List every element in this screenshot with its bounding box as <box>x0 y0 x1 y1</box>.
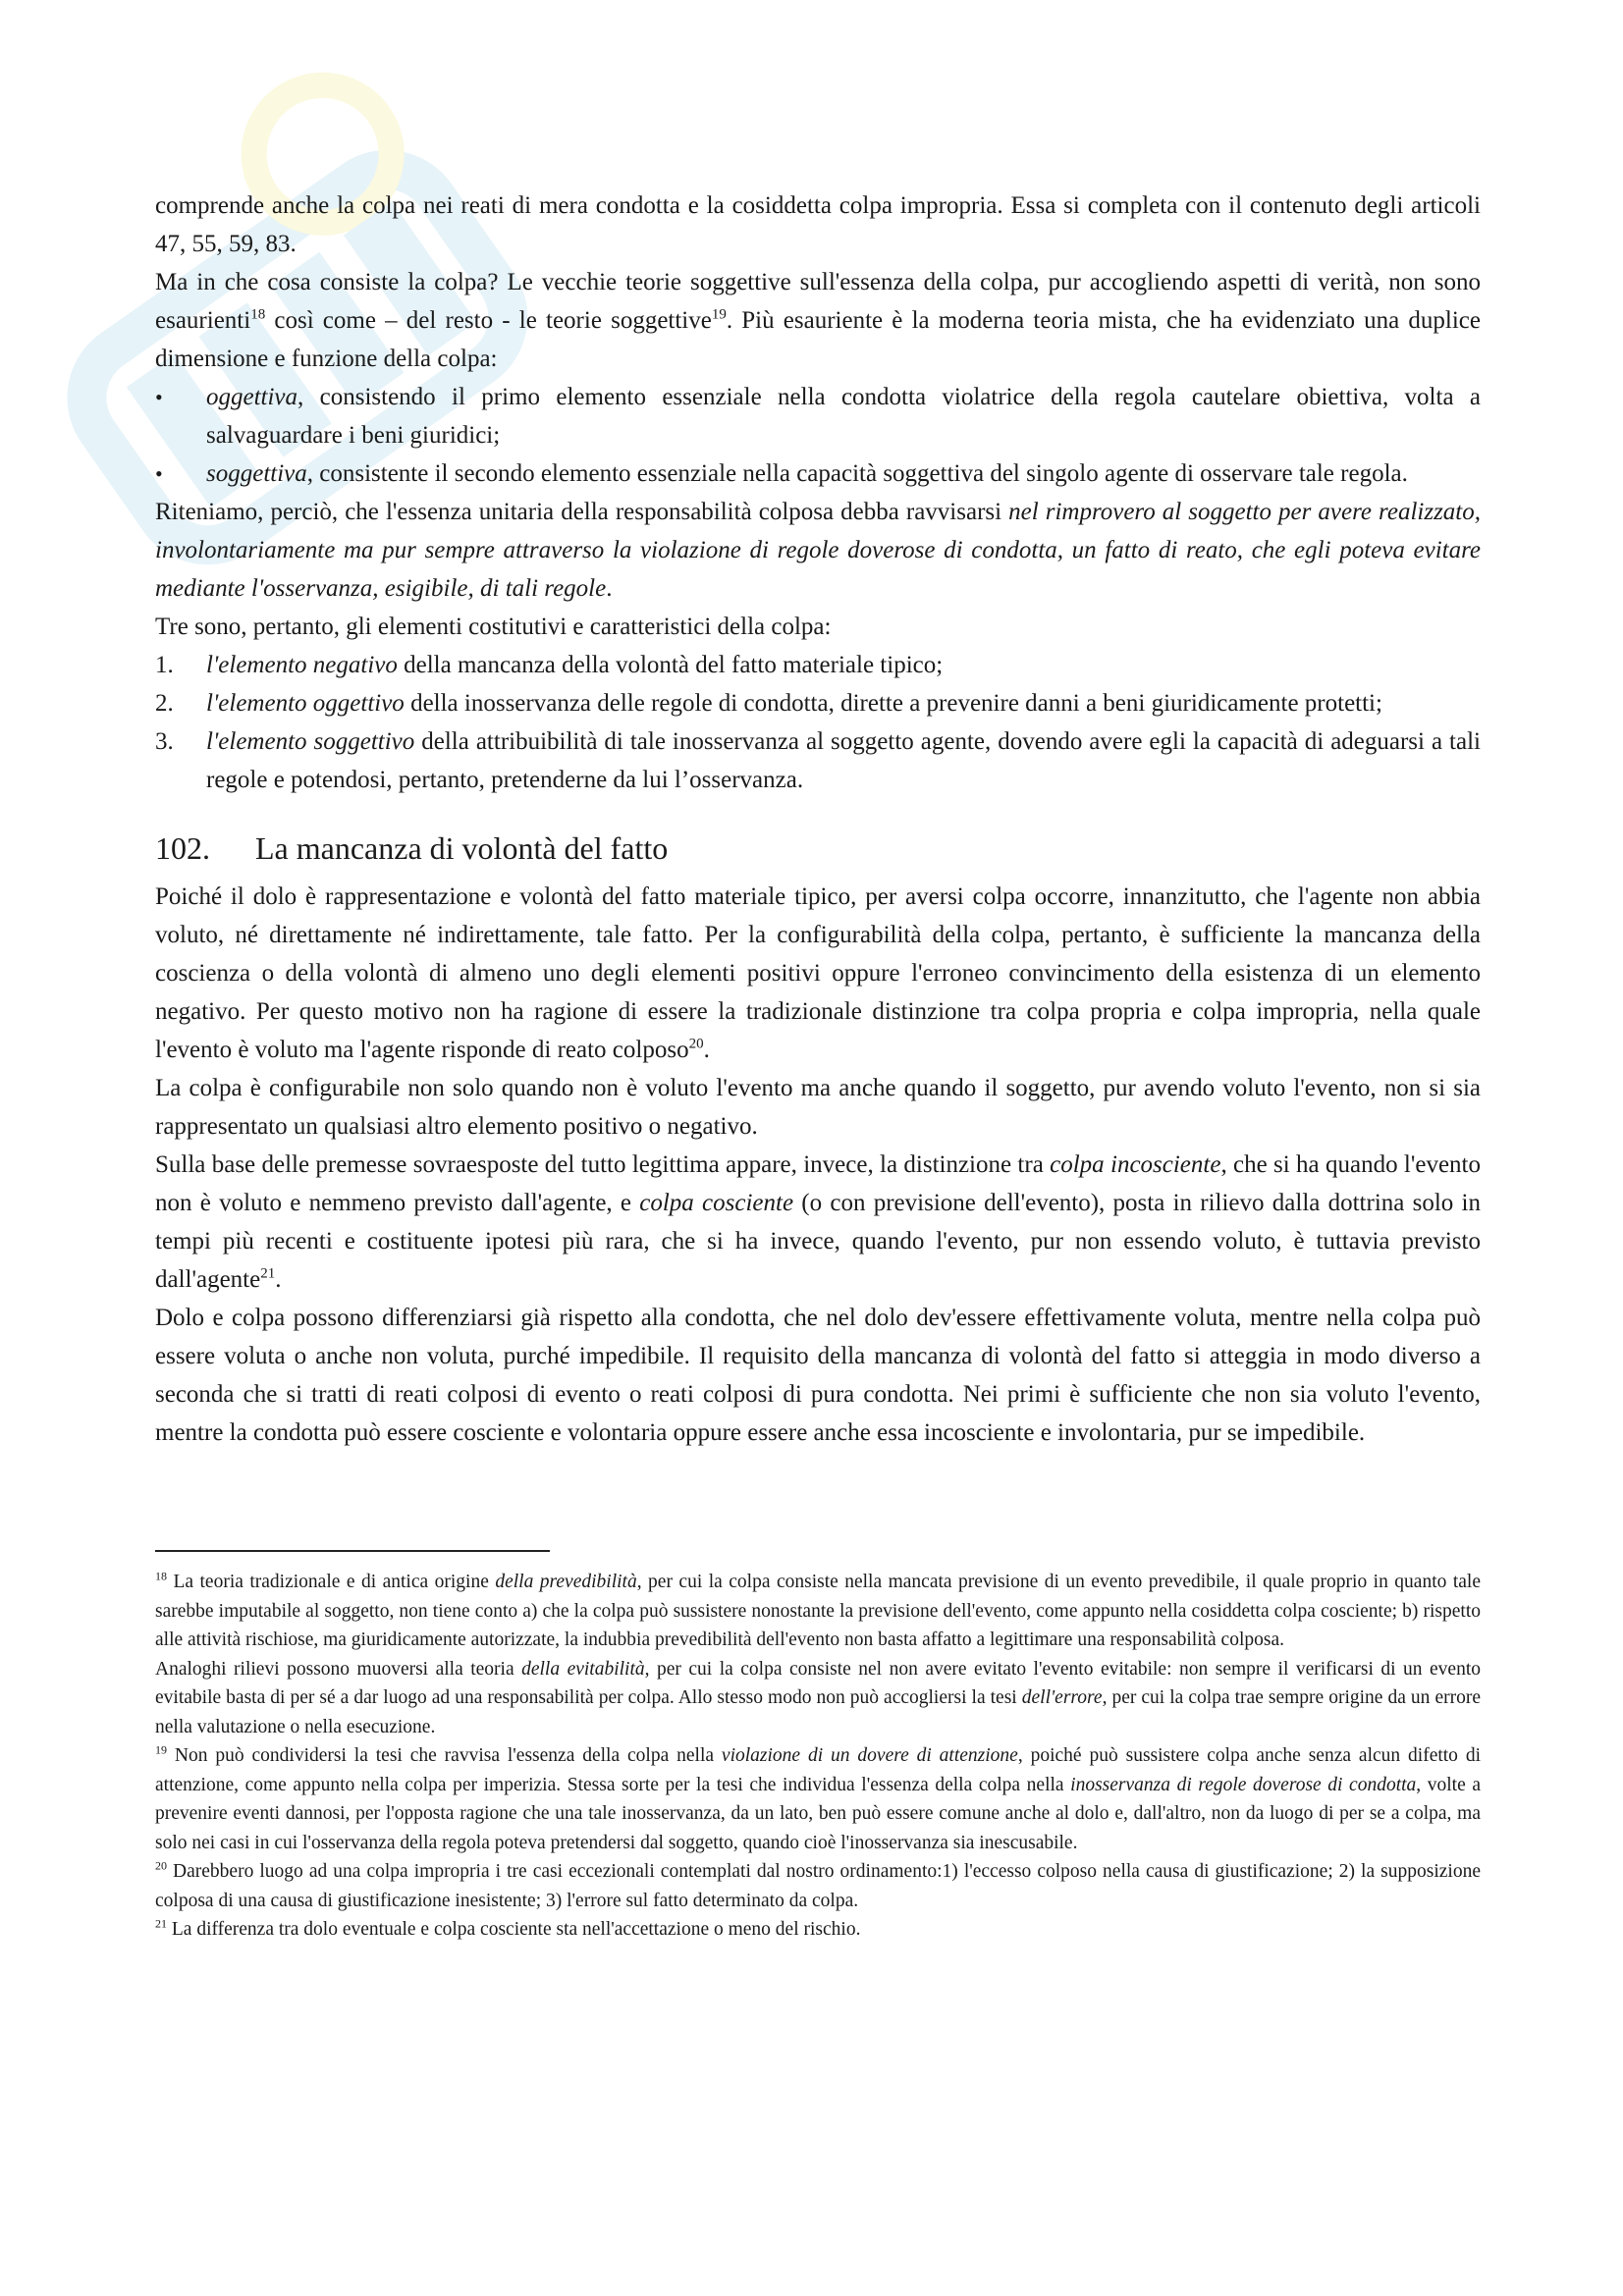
theory-paragraph: Ma in che cosa consiste la colpa? Le vecchie teorie soggettive sull'essenza della colpa, pur accogliendo aspetti di verità, non sono esaurienti$^{18}$ così come – del resto - le teorie soggettive$^{19}$. Più esauriente è la moderna teoria mista, che ha evidenziato una duplice dimensione e funzione della colpa: <box>155 269 1481 372</box>
footnote-20: $^{20}$ Darebbero luogo ad una colpa impropria i tre casi eccezionali contemplati dal nostro ordinamento:1) l'eccesso colposo nella causa di giustificazione; 2) la supposizione colposa di una causa di giustificazione inesistente; 3) l'errore sul fatto determinato da colpa. <box>155 1858 1481 1911</box>
section-number: 102. <box>155 830 210 866</box>
footnote-ref-20[interactable]: 20 <box>688 1036 704 1052</box>
footnotes <box>155 1568 1481 1945</box>
section-heading <box>155 828 1481 868</box>
numbered-item: 1. l'elemento negativo della mancanza della volontà del fatto materiale tipico; <box>155 652 944 678</box>
riteniamo-paragraph: Riteniamo, perciò, che l'essenza unitaria della responsabilità colposa debba ravvisarsi nel rimprovero al soggetto per avere realizzato, involontariamente ma pur sempre attraverso la violazione di regole doverose di condotta, un fatto di reato, che egli poteva evitare mediante l'osservanza, esigibile, di tali regole. <box>155 499 1481 602</box>
section-paragraph: Poiché il dolo è rappresentazione e volontà del fatto materiale tipico, per aversi colpa occorre, innanzitutto, che l'agente non abbia voluto, né direttamente né indirettamente, tale fatto. Per la configurabilità della colpa, pertanto, è sufficiente la mancanza della coscienza o della volontà di almeno uno degli elementi positivi oppure l'erroneo convincimento della esistenza di un elemento negativo. Per questo motivo non ha ragione di essere la tradizionale distinzione tra colpa propria e colpa impropria, nella quale l'evento è voluto ma l'agente risponde di reato colposo$^{20}$. <box>155 883 1481 1063</box>
footnote-ref-18[interactable]: 18 <box>250 306 266 323</box>
numbered-item: 2. l'elemento oggettivo della inosservanza delle regole di condotta, dirette a prevenire danni a beni giuridicamente protetti; <box>155 690 1382 717</box>
bullet-item: • oggettiva, consistendo il primo elemento essenziale nella condotta violatrice della regola cautelare obiettiva, volta a salvaguardare i beni giuridici; <box>155 378 1481 454</box>
body-section-intro <box>155 187 1481 799</box>
bullet-icon: • <box>155 461 163 486</box>
document-page <box>155 187 1481 1945</box>
footnote-18: $^{18}$ La teoria tradizionale e di antica origine della prevedibilità, per cui la colpa consiste nella mancata previsione di un evento prevedibile, il quale proprio in quanto tale sarebbe imputabile al soggetto, non tiene conto a) che la colpa può sussistere nonostante la previsione dell'evento, come appunto nella cosiddetta colpa cosciente; b) rispetto alle attività rischiose, ma giuridicamente autorizzate, la indubbia prevedibilità dell'evento non basta affatto a legittimare una responsabilità colposa. <box>155 1569 1481 1650</box>
section-paragraph: Dolo e colpa possono differenziarsi già rispetto alla condotta, che nel dolo dev'essere effettivamente voluta, mentre nella colpa può essere voluta o anche non voluta, purché impedibile. Il requisito della mancanza di volontà del fatto si atteggia in modo diverso a seconda che si tratti di reati colposi di evento o reati colposi di pura condotta. Nei primi è sufficiente che non sia voluto l'evento, mentre la condotta può essere cosciente e volontaria oppure essere anche essa incosciente e involontaria, pur se impedibile. <box>155 1305 1481 1446</box>
footnote-19: $^{19}$ Non può condividersi la tesi che ravvisa l'essenza della colpa nella violazione di un dovere di attenzione, poiché può sussistere colpa anche senza alcun difetto di attenzione, come appunto nella colpa per imperizia. Stessa sorte per la tesi che individua l'essenza della colpa nella inosservanza di regole doverose di condotta, volte a prevenire eventi dannosi, per l'opposta ragione che una tale inosservanza, da un lato, ben può essere comune anche al dolo e, dall'altro, non da luogo di per se a colpa, ma solo nei casi in cui l'osservanza della regola poteva pretendersi dal soggetto, quando cioè l'inosservanza sia inescusabile. <box>155 1742 1482 1853</box>
section-paragraph: Sulla base delle premesse sovraesposte del tutto legittima appare, invece, la distinzione tra colpa incosciente, che si ha quando l'evento non è voluto e nemmeno previsto dall'agente, e colpa cosciente (o con previsione dell'evento), posta in rilievo dalla dottrina solo in tempi più recenti e costituente ipotesi più rara, che si ha invece, quando l'evento, pur non essendo voluto, è tuttavia previsto dall'agente$^{21}$. <box>155 1151 1481 1293</box>
elements-numbered-list <box>155 646 1481 799</box>
footnote-18-continued: Analoghi rilievi possono muoversi alla teoria della evitabilità, per cui la colpa consiste nel non avere evitato l'evento evitabile: non sempre il verificarsi di un evento evitabile basta di per sé a dar luogo ad una responsabilità per colpa. Allo stesso modo non può accogliersi la tesi dell'errore, per cui la colpa trae sempre origine da un errore nella valutazione o nella esecuzione. <box>155 1658 1482 1737</box>
footnote-separator <box>155 1550 550 1552</box>
numbered-item: 3. l'elemento soggettivo della attribuibilità di tale inosservanza al soggetto agente, dovendo avere egli la capacità di adeguarsi a tali regole e potendosi, pertanto, pretenderne da lui l’osservanza. <box>155 728 1481 793</box>
bullet-icon: • <box>155 385 163 409</box>
dimension-bullet-list <box>155 378 1481 493</box>
section-title: La mancanza di volontà del fatto <box>255 830 669 866</box>
bullet-item: • soggettiva, consistente il secondo elemento essenziale nella capacità soggettiva del singolo agente di osservare tale regola. <box>155 454 1481 493</box>
section-paragraph: La colpa è configurabile non solo quando non è voluto l'evento ma anche quando il soggetto, pur avendo voluto l'evento, non si sia rappresentato un qualsiasi altro elemento positivo o negativo. <box>155 1075 1481 1140</box>
body-section-102 <box>155 878 1481 1452</box>
intro-paragraph: comprende anche la colpa nei reati di mera condotta e la cosiddetta colpa impropria. Essa si completa con il contenuto degli articoli 47, 55, 59, 83. <box>155 192 1481 257</box>
elements-intro-paragraph: Tre sono, pertanto, gli elementi costitutivi e caratteristici della colpa: <box>155 614 832 640</box>
footnote-ref-21[interactable]: 21 <box>260 1265 276 1282</box>
footnote-21: $^{21}$ La differenza tra dolo eventuale e colpa cosciente sta nell'accettazione o meno del rischio. <box>155 1916 861 1940</box>
footnote-ref-19[interactable]: 19 <box>711 306 727 323</box>
